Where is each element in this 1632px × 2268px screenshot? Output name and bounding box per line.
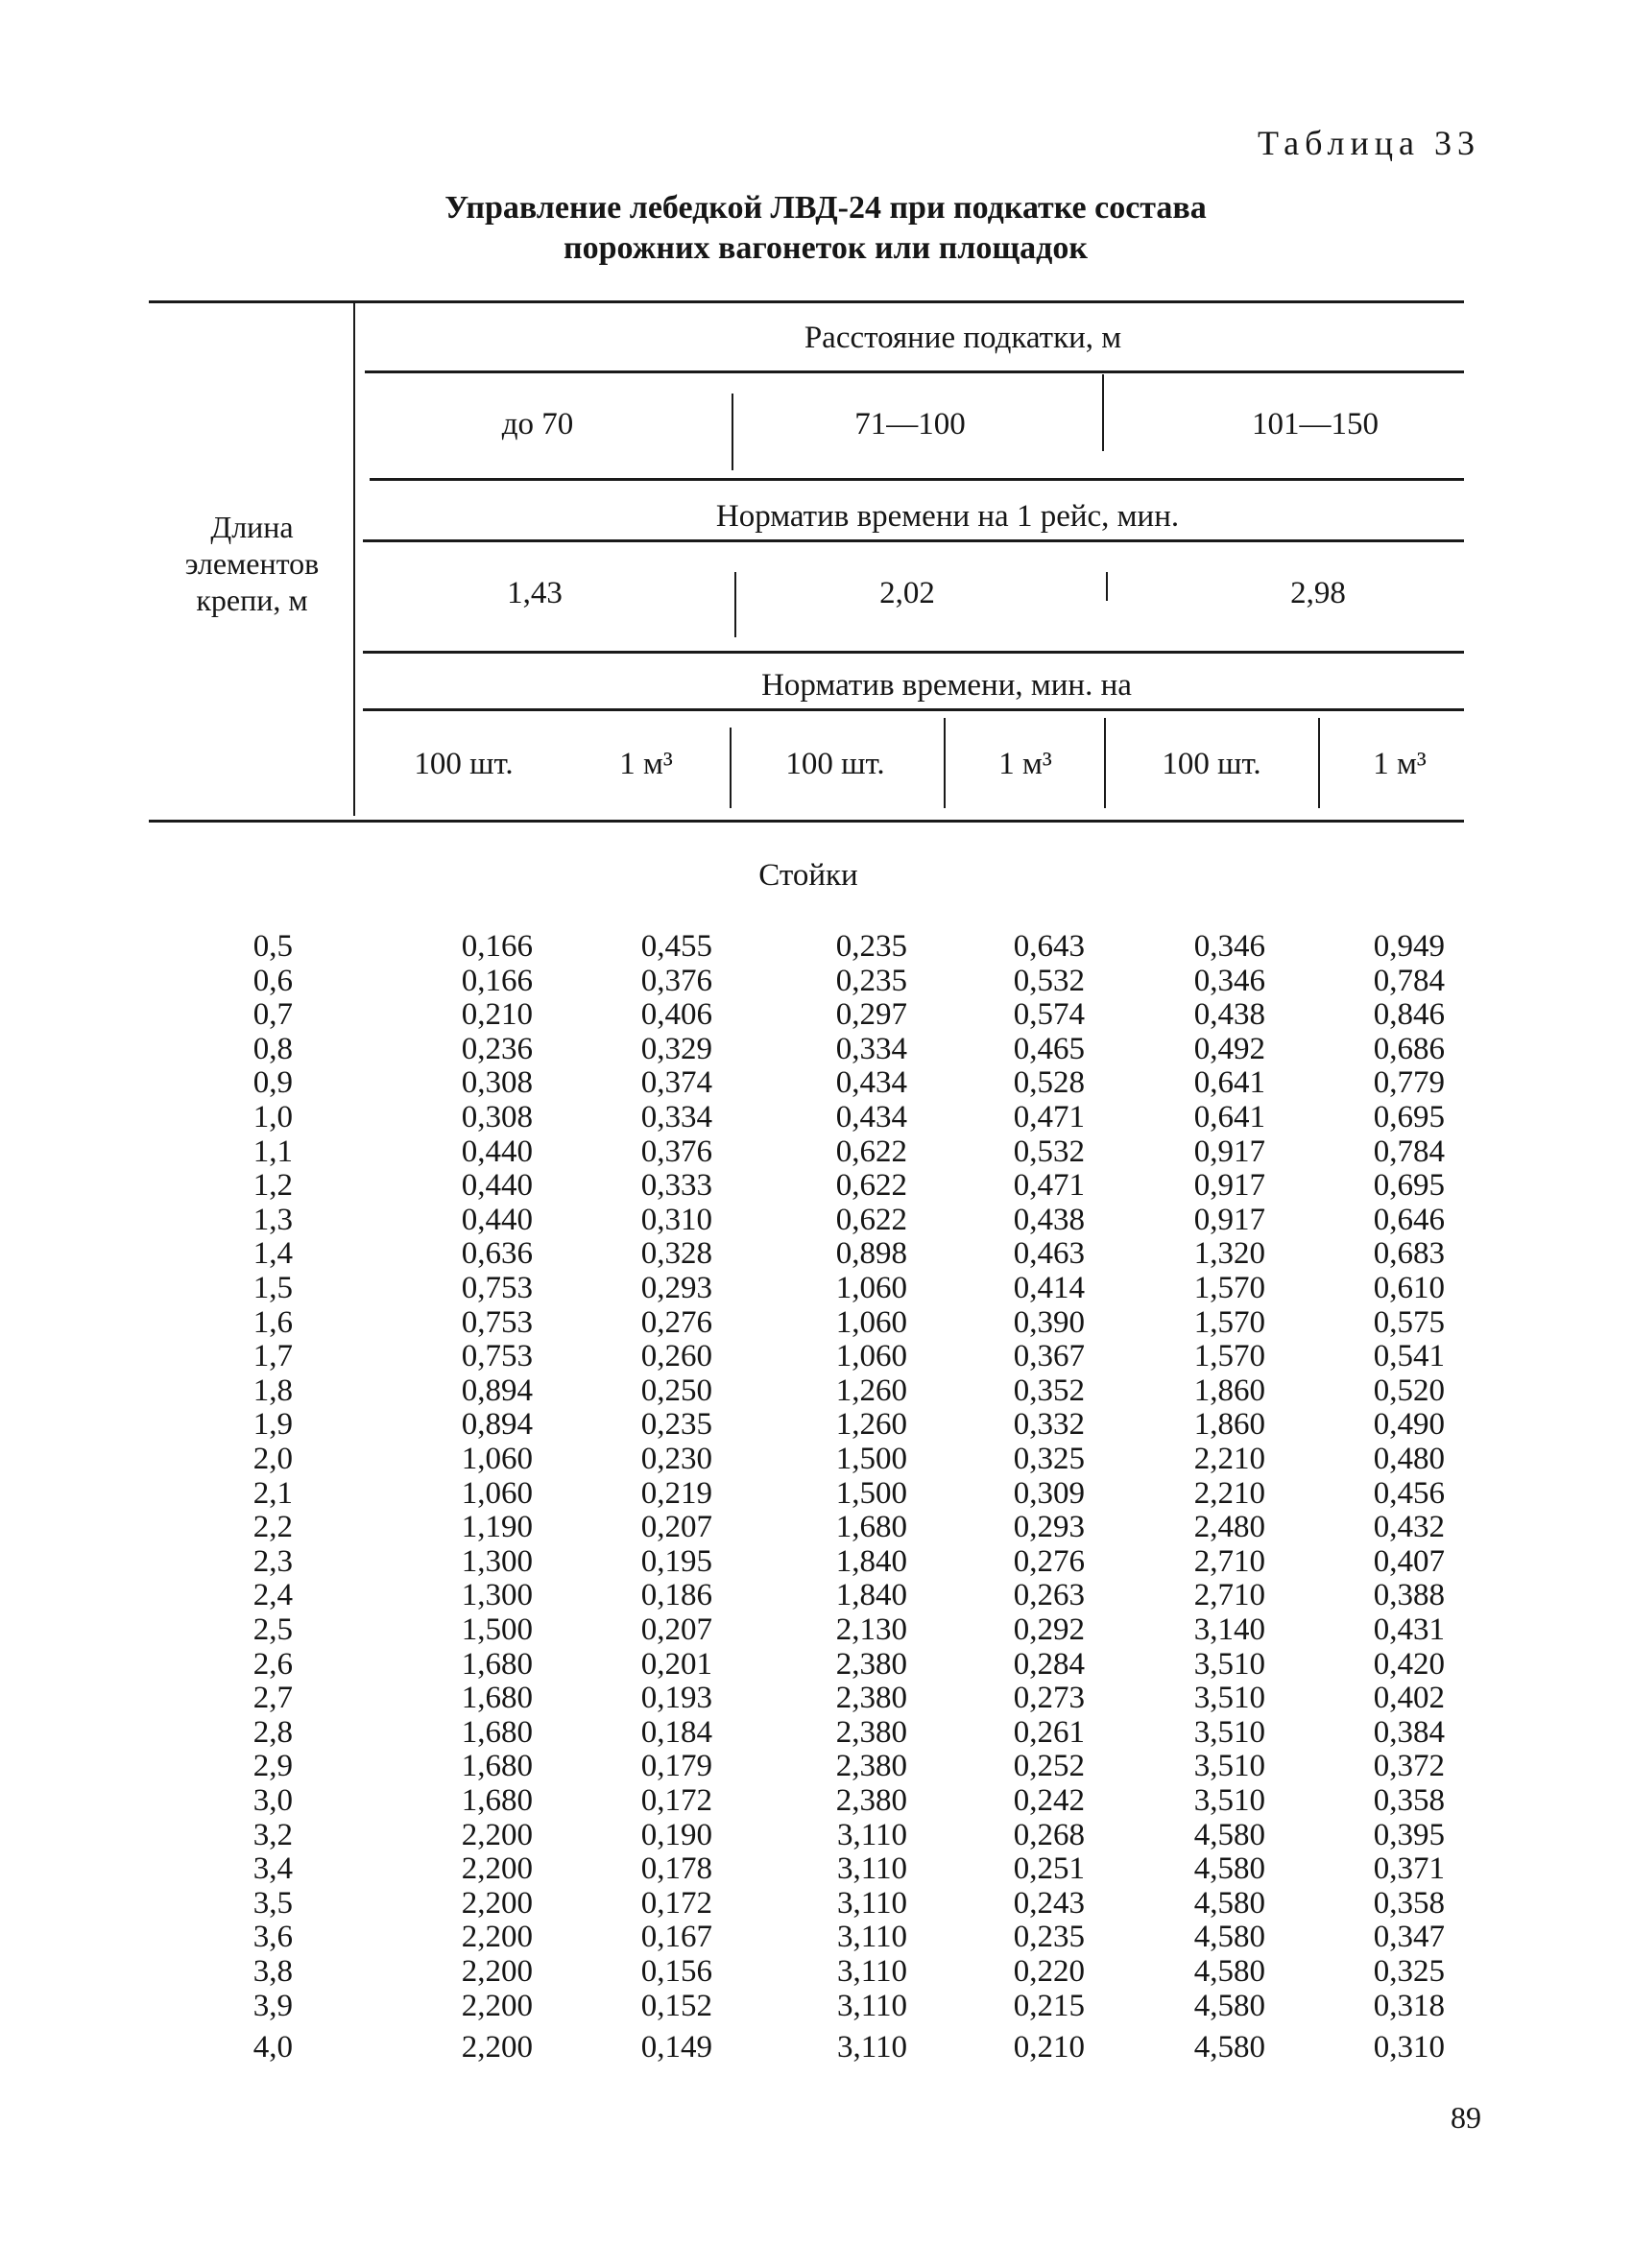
cell-up70-100pcs: 1,060 [461,1442,533,1476]
cell-r101-100pcs: 2,710 [1193,1578,1265,1613]
cell-up70-1m3: 0,201 [640,1646,712,1682]
table-row [0,1442,1632,1476]
cell-r71-100pcs: 1,060 [835,1304,907,1340]
cell-up70-100pcs: 0,308 [461,1100,533,1134]
norm-trip-value-3: 2,98 [1290,576,1346,610]
cell-up70-100pcs: 1,680 [461,1783,533,1818]
distance-range-3: 101—150 [1252,407,1379,442]
cell-length: 2,9 [252,1749,293,1784]
cell-r71-100pcs: 0,622 [835,1202,907,1237]
cell-up70-100pcs: 1,500 [461,1612,533,1647]
cell-up70-100pcs: 0,236 [461,1031,533,1066]
cell-length: 3,8 [252,1954,293,1989]
cell-r101-100pcs: 2,210 [1193,1475,1265,1511]
table-row [0,1203,1632,1237]
cell-length: 0,6 [252,963,293,998]
cell-length: 1,3 [252,1202,293,1237]
cell-r71-1m3: 0,325 [1013,1442,1085,1476]
cell-length: 1,9 [252,1407,293,1443]
cell-r71-100pcs: 2,130 [835,1612,907,1647]
cell-r101-1m3: 0,371 [1373,1851,1445,1887]
cell-r101-1m3: 0,520 [1373,1373,1445,1408]
cell-r101-1m3: 0,402 [1373,1681,1445,1716]
table-row [0,1954,1632,1989]
cell-r71-100pcs: 2,380 [835,1646,907,1682]
cell-up70-100pcs: 0,166 [461,963,533,998]
cell-length: 2,2 [252,1510,293,1545]
table-row [0,1989,1632,2023]
cell-r71-1m3: 0,471 [1013,1100,1085,1134]
cell-length: 3,9 [252,1988,293,2023]
cell-r101-100pcs: 0,641 [1193,1065,1265,1101]
cell-up70-100pcs: 0,440 [461,1202,533,1237]
cell-r71-1m3: 0,210 [1013,2030,1085,2065]
cell-r71-100pcs: 1,680 [835,1510,907,1545]
cell-r101-100pcs: 1,860 [1193,1407,1265,1443]
cell-r71-100pcs: 0,235 [835,963,907,998]
cell-r71-1m3: 0,293 [1013,1510,1085,1545]
cell-r101-1m3: 0,325 [1373,1954,1445,1989]
cell-length: 2,6 [252,1646,293,1682]
cell-r101-100pcs: 0,641 [1193,1100,1265,1134]
norm-trip-value-1: 1,43 [507,576,563,610]
cell-r101-1m3: 0,407 [1373,1543,1445,1579]
cell-r71-100pcs: 3,110 [836,1817,907,1852]
cell-r101-1m3: 0,784 [1373,1134,1445,1169]
cell-up70-100pcs: 2,200 [461,2030,533,2065]
cell-length: 1,2 [252,1168,293,1204]
cell-r101-1m3: 0,347 [1373,1920,1445,1955]
table-row [0,1749,1632,1783]
cell-up70-100pcs: 2,200 [461,1851,533,1887]
cell-r71-100pcs: 3,110 [836,1954,907,1989]
cell-r101-100pcs: 4,580 [1193,1920,1265,1955]
cell-up70-1m3: 0,376 [640,1134,712,1169]
cell-length: 3,5 [252,1885,293,1921]
cell-r101-1m3: 0,384 [1373,1714,1445,1750]
cell-r101-1m3: 0,395 [1373,1817,1445,1852]
cell-up70-1m3: 0,310 [640,1202,712,1237]
cell-up70-1m3: 0,193 [640,1681,712,1716]
cell-r71-1m3: 0,263 [1013,1578,1085,1613]
table-row [0,1510,1632,1544]
cell-r101-1m3: 0,846 [1373,997,1445,1033]
cell-up70-1m3: 0,190 [640,1817,712,1852]
table-row [0,1271,1632,1305]
cell-r71-1m3: 0,252 [1013,1749,1085,1784]
cell-r101-100pcs: 1,570 [1193,1304,1265,1340]
distance-range-2: 71—100 [854,407,966,442]
cell-up70-1m3: 0,207 [640,1612,712,1647]
cell-r71-100pcs: 3,110 [836,1920,907,1955]
cell-r101-100pcs: 1,570 [1193,1339,1265,1374]
cell-r71-1m3: 0,215 [1013,1988,1085,2023]
cell-r71-1m3: 0,471 [1013,1168,1085,1204]
cell-up70-1m3: 0,167 [640,1920,712,1955]
cell-r71-100pcs: 3,110 [836,1851,907,1887]
cell-up70-100pcs: 0,308 [461,1065,533,1101]
cell-r101-100pcs: 3,510 [1193,1681,1265,1716]
cell-length: 3,4 [252,1851,293,1887]
cell-up70-1m3: 0,230 [640,1442,712,1476]
cell-r101-1m3: 0,779 [1373,1065,1445,1101]
cell-r101-100pcs: 4,580 [1193,2030,1265,2065]
cell-r71-100pcs: 0,434 [835,1100,907,1134]
cell-up70-1m3: 0,219 [640,1475,712,1511]
cell-up70-1m3: 0,207 [640,1510,712,1545]
cell-r101-1m3: 0,541 [1373,1339,1445,1374]
cell-r101-1m3: 0,784 [1373,963,1445,998]
table-row [0,1783,1632,1818]
cell-r101-1m3: 0,683 [1373,1236,1445,1272]
cell-r71-1m3: 0,352 [1013,1373,1085,1408]
cell-length: 2,7 [252,1681,293,1716]
norm-trip-title: Норматив времени на 1 рейс, мин. [715,499,1180,534]
cell-r101-100pcs: 4,580 [1193,1851,1265,1887]
cell-r101-1m3: 0,490 [1373,1407,1445,1443]
unit-col-1: 100 шт. [414,747,514,781]
cell-r101-1m3: 0,949 [1373,929,1445,964]
cell-up70-100pcs: 0,210 [461,997,533,1033]
table-row [0,1407,1632,1442]
cell-r71-100pcs: 1,060 [835,1339,907,1374]
cell-r101-100pcs: 4,580 [1193,1988,1265,2023]
cell-r71-100pcs: 1,840 [835,1543,907,1579]
table-row [0,1578,1632,1612]
cell-r101-1m3: 0,420 [1373,1646,1445,1682]
cell-r101-100pcs: 0,492 [1193,1031,1265,1066]
cell-up70-100pcs: 0,753 [461,1271,533,1305]
cell-r71-100pcs: 0,622 [835,1134,907,1169]
table-row [0,1818,1632,1852]
cell-r71-1m3: 0,463 [1013,1236,1085,1272]
section-title: Стойки [758,858,858,893]
cell-r71-100pcs: 3,110 [836,1988,907,2023]
cell-r71-1m3: 0,242 [1013,1783,1085,1818]
cell-r71-1m3: 0,438 [1013,1202,1085,1237]
cell-length: 2,5 [252,1612,293,1647]
row-header-line-3: крепи, м [196,583,308,617]
unit-col-3: 100 шт. [785,747,885,781]
cell-up70-100pcs: 1,060 [461,1475,533,1511]
cell-length: 2,4 [252,1578,293,1613]
cell-up70-1m3: 0,374 [640,1065,712,1101]
cell-up70-1m3: 0,156 [640,1954,712,1989]
title-line-1: Управление лебедкой ЛВД-24 при подкатке состава [444,190,1207,226]
cell-length: 0,9 [252,1065,293,1101]
cell-r101-100pcs: 4,580 [1193,1885,1265,1921]
cell-r71-100pcs: 2,380 [835,1783,907,1818]
cell-r101-100pcs: 0,917 [1193,1168,1265,1204]
table-row [0,997,1632,1032]
distance-title: Расстояние подкатки, м [804,321,1122,355]
cell-up70-100pcs: 1,680 [461,1681,533,1716]
cell-up70-100pcs: 1,300 [461,1578,533,1613]
norm-trip-value-2: 2,02 [879,576,935,610]
cell-up70-100pcs: 0,636 [461,1236,533,1272]
cell-length: 4,0 [252,2030,293,2065]
cell-r71-1m3: 0,332 [1013,1407,1085,1443]
table-row [0,1168,1632,1203]
cell-up70-100pcs: 0,753 [461,1339,533,1374]
cell-r101-1m3: 0,388 [1373,1578,1445,1613]
cell-up70-100pcs: 2,200 [461,1954,533,1989]
table-row [0,1612,1632,1647]
cell-r71-1m3: 0,292 [1013,1612,1085,1647]
cell-r71-100pcs: 2,380 [835,1681,907,1716]
norm-unit-title: Норматив времени, мин. на [761,668,1132,703]
cell-r71-100pcs: 2,380 [835,1714,907,1750]
table-row [0,1886,1632,1921]
cell-length: 2,1 [252,1475,293,1511]
row-header-line-1: Длина [210,510,294,544]
table-row [0,1647,1632,1682]
cell-length: 2,3 [252,1543,293,1579]
cell-r101-100pcs: 4,580 [1193,1954,1265,1989]
cell-up70-1m3: 0,235 [640,1407,712,1443]
cell-up70-1m3: 0,195 [640,1543,712,1579]
cell-up70-100pcs: 0,894 [461,1373,533,1408]
cell-r71-1m3: 0,367 [1013,1339,1085,1374]
cell-up70-100pcs: 0,753 [461,1304,533,1340]
cell-r101-100pcs: 3,510 [1193,1749,1265,1784]
cell-r71-1m3: 0,273 [1013,1681,1085,1716]
cell-r71-1m3: 0,243 [1013,1885,1085,1921]
cell-length: 3,6 [252,1920,293,1955]
cell-r101-1m3: 0,432 [1373,1510,1445,1545]
cell-r71-1m3: 0,220 [1013,1954,1085,1989]
cell-r71-100pcs: 0,434 [835,1065,907,1101]
cell-length: 3,0 [252,1783,293,1818]
cell-length: 1,6 [252,1304,293,1340]
cell-up70-1m3: 0,293 [640,1271,712,1305]
table-label: Таблица 33 [1258,124,1480,162]
cell-up70-1m3: 0,328 [640,1236,712,1272]
cell-up70-1m3: 0,406 [640,997,712,1033]
cell-length: 0,7 [252,997,293,1033]
unit-col-4: 1 м³ [998,747,1052,781]
title-line-2: порожних вагонеток или площадок [564,230,1088,266]
cell-r101-1m3: 0,372 [1373,1749,1445,1784]
cell-r101-1m3: 0,310 [1373,2030,1445,2065]
cell-r101-1m3: 0,695 [1373,1100,1445,1134]
cell-up70-100pcs: 1,190 [461,1510,533,1545]
cell-length: 1,4 [252,1236,293,1272]
cell-up70-100pcs: 1,300 [461,1543,533,1579]
cell-r71-100pcs: 1,060 [835,1271,907,1305]
table-row [0,1851,1632,1886]
cell-length: 1,5 [252,1271,293,1305]
cell-r101-1m3: 0,686 [1373,1031,1445,1066]
table-row [0,1100,1632,1134]
cell-up70-1m3: 0,260 [640,1339,712,1374]
cell-r71-100pcs: 0,334 [835,1031,907,1066]
cell-r71-100pcs: 3,110 [836,2030,907,2065]
cell-r71-1m3: 0,532 [1013,963,1085,998]
cell-r101-100pcs: 1,570 [1193,1271,1265,1305]
cell-r101-100pcs: 3,510 [1193,1783,1265,1818]
cell-r101-100pcs: 4,580 [1193,1817,1265,1852]
cell-r101-100pcs: 2,710 [1193,1543,1265,1579]
cell-up70-1m3: 0,172 [640,1783,712,1818]
cell-r101-100pcs: 1,320 [1193,1236,1265,1272]
table-row [0,1236,1632,1271]
page-number: 89 [1451,2100,1481,2135]
cell-up70-100pcs: 1,680 [461,1714,533,1750]
cell-r71-1m3: 0,284 [1013,1646,1085,1682]
unit-col-2: 1 м³ [619,747,673,781]
cell-up70-1m3: 0,172 [640,1885,712,1921]
cell-r71-100pcs: 0,235 [835,929,907,964]
table-row [0,1544,1632,1579]
cell-r71-100pcs: 0,622 [835,1168,907,1204]
cell-r101-1m3: 0,610 [1373,1271,1445,1305]
table-row [0,1715,1632,1750]
cell-up70-1m3: 0,276 [640,1304,712,1340]
cell-r101-1m3: 0,456 [1373,1475,1445,1511]
table-row [0,1339,1632,1373]
cell-length: 3,2 [252,1817,293,1852]
cell-up70-1m3: 0,152 [640,1988,712,2023]
cell-up70-100pcs: 2,200 [461,1988,533,2023]
cell-r71-1m3: 0,309 [1013,1475,1085,1511]
cell-r71-100pcs: 1,500 [835,1442,907,1476]
cell-up70-1m3: 0,329 [640,1031,712,1066]
cell-r71-1m3: 0,574 [1013,997,1085,1033]
row-header-line-2: элементов [184,546,320,581]
table-row [0,2030,1632,2065]
cell-r101-100pcs: 2,480 [1193,1510,1265,1545]
cell-r71-1m3: 0,528 [1013,1065,1085,1101]
cell-r101-100pcs: 0,917 [1193,1134,1265,1169]
cell-r71-1m3: 0,390 [1013,1304,1085,1340]
table-row [0,1373,1632,1408]
cell-up70-1m3: 0,334 [640,1100,712,1134]
unit-col-5: 100 шт. [1162,747,1261,781]
cell-r101-1m3: 0,358 [1373,1885,1445,1921]
unit-col-6: 1 м³ [1373,747,1427,781]
cell-r71-1m3: 0,643 [1013,929,1085,964]
cell-up70-100pcs: 1,680 [461,1749,533,1784]
table-row [0,1032,1632,1066]
cell-r101-100pcs: 3,510 [1193,1646,1265,1682]
cell-up70-1m3: 0,376 [640,963,712,998]
cell-r71-1m3: 0,532 [1013,1134,1085,1169]
cell-r101-100pcs: 1,860 [1193,1373,1265,1408]
cell-length: 1,1 [252,1134,293,1169]
cell-length: 1,7 [252,1339,293,1374]
distance-range-1: до 70 [501,407,574,442]
cell-r101-1m3: 0,431 [1373,1612,1445,1647]
cell-r71-100pcs: 0,297 [835,997,907,1033]
cell-r71-100pcs: 1,260 [835,1407,907,1443]
table-row [0,1065,1632,1100]
cell-length: 0,8 [252,1031,293,1066]
cell-up70-1m3: 0,184 [640,1714,712,1750]
cell-length: 2,0 [252,1442,293,1476]
cell-r71-1m3: 0,261 [1013,1714,1085,1750]
cell-r101-1m3: 0,695 [1373,1168,1445,1204]
cell-r71-1m3: 0,251 [1013,1851,1085,1887]
table-row [0,964,1632,998]
cell-r101-100pcs: 0,346 [1193,929,1265,964]
cell-r101-100pcs: 0,346 [1193,963,1265,998]
table-row [0,929,1632,964]
cell-r71-1m3: 0,235 [1013,1920,1085,1955]
cell-up70-100pcs: 2,200 [461,1885,533,1921]
cell-r71-100pcs: 1,500 [835,1475,907,1511]
cell-r101-1m3: 0,575 [1373,1304,1445,1340]
cell-r71-1m3: 0,414 [1013,1271,1085,1305]
cell-up70-1m3: 0,186 [640,1578,712,1613]
cell-up70-100pcs: 2,200 [461,1920,533,1955]
cell-r71-100pcs: 1,260 [835,1373,907,1408]
cell-up70-100pcs: 0,166 [461,929,533,964]
cell-up70-1m3: 0,178 [640,1851,712,1887]
table-row [0,1681,1632,1715]
table-row [0,1305,1632,1340]
cell-up70-1m3: 0,149 [640,2030,712,2065]
cell-up70-100pcs: 2,200 [461,1817,533,1852]
cell-r101-1m3: 0,646 [1373,1202,1445,1237]
cell-r71-1m3: 0,276 [1013,1543,1085,1579]
cell-up70-100pcs: 1,680 [461,1646,533,1682]
cell-up70-1m3: 0,455 [640,929,712,964]
cell-r101-100pcs: 2,210 [1193,1442,1265,1476]
table-row [0,1920,1632,1954]
cell-length: 2,8 [252,1714,293,1750]
cell-r71-100pcs: 1,840 [835,1578,907,1613]
cell-r101-100pcs: 0,917 [1193,1202,1265,1237]
cell-r101-1m3: 0,480 [1373,1442,1445,1476]
cell-length: 0,5 [252,929,293,964]
cell-up70-1m3: 0,333 [640,1168,712,1204]
cell-length: 1,8 [252,1373,293,1408]
cell-r71-1m3: 0,268 [1013,1817,1085,1852]
cell-r101-1m3: 0,358 [1373,1783,1445,1818]
cell-r101-1m3: 0,318 [1373,1988,1445,2023]
cell-r101-100pcs: 3,510 [1193,1714,1265,1750]
cell-up70-100pcs: 0,440 [461,1168,533,1204]
cell-up70-1m3: 0,179 [640,1749,712,1784]
cell-r71-100pcs: 0,898 [835,1236,907,1272]
cell-up70-100pcs: 0,440 [461,1134,533,1169]
cell-r71-100pcs: 3,110 [836,1885,907,1921]
cell-up70-1m3: 0,250 [640,1373,712,1408]
cell-r101-100pcs: 0,438 [1193,997,1265,1033]
table-row [0,1134,1632,1169]
table-row [0,1476,1632,1511]
cell-r71-1m3: 0,465 [1013,1031,1085,1066]
cell-r101-100pcs: 3,140 [1193,1612,1265,1647]
cell-r71-100pcs: 2,380 [835,1749,907,1784]
cell-up70-100pcs: 0,894 [461,1407,533,1443]
cell-length: 1,0 [252,1100,293,1134]
